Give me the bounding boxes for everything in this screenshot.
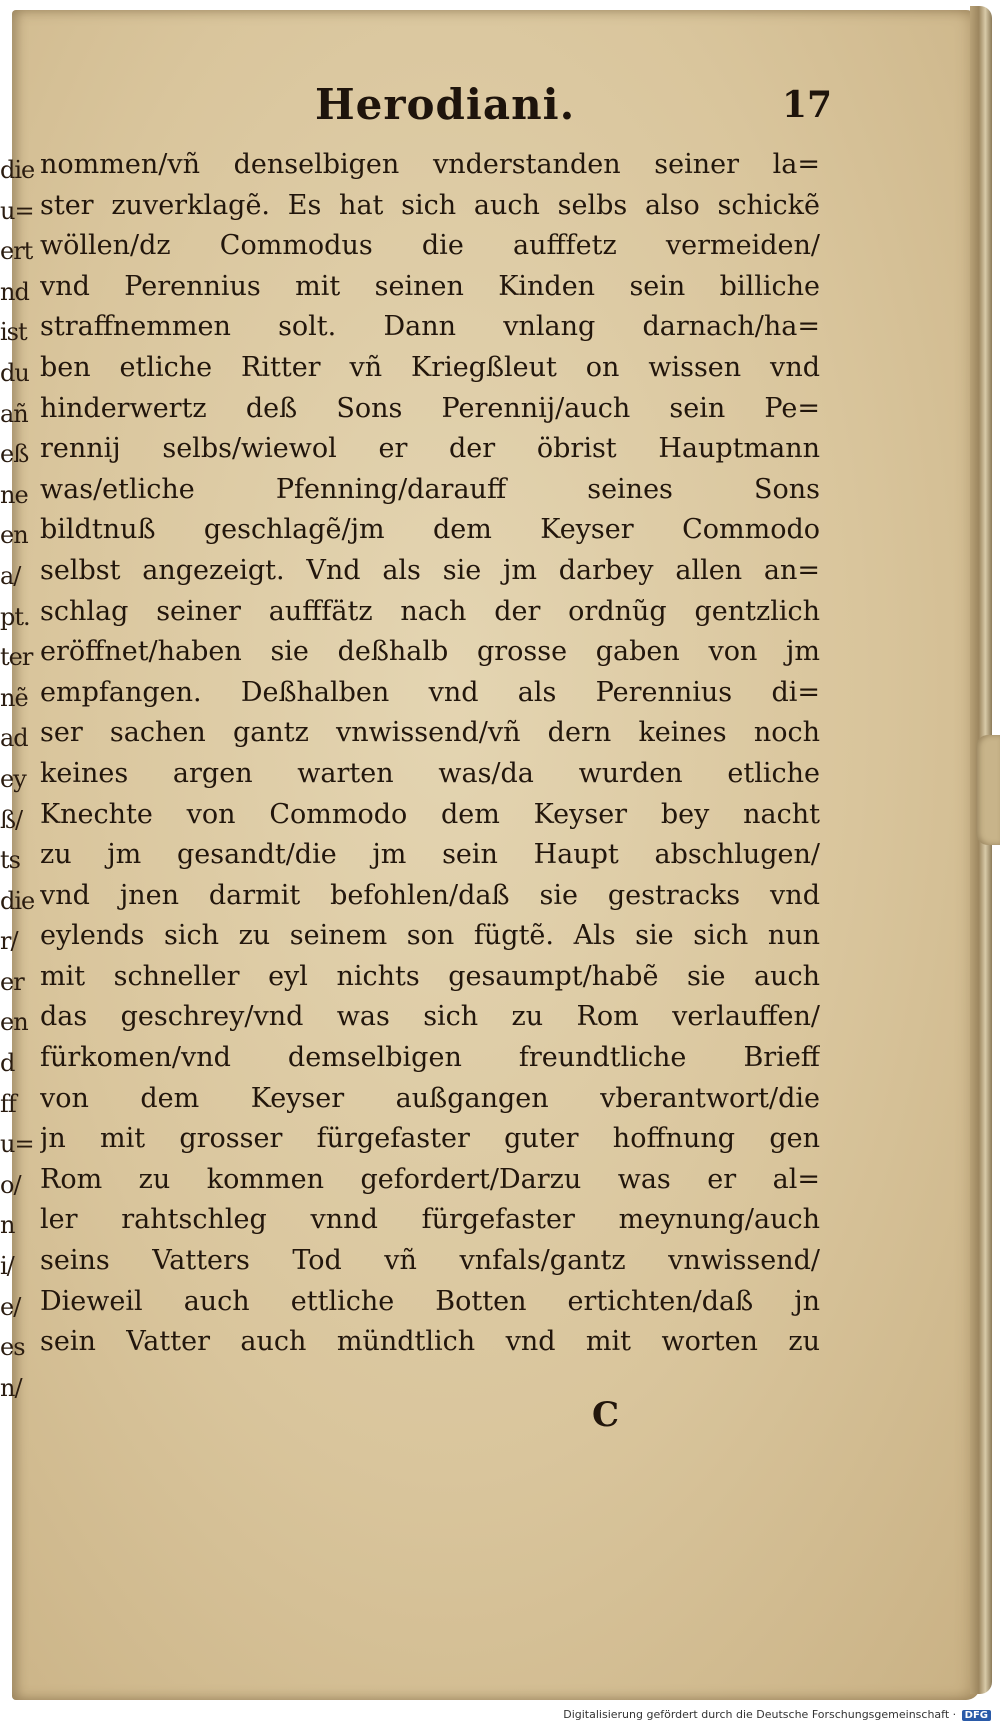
gutter-fragment: ist [0, 318, 27, 347]
folio-number: 17 [782, 84, 833, 126]
gutter-fragment: du [0, 358, 29, 387]
gutter-fragment: es [0, 1333, 25, 1362]
text-line: selbst angezeigt. Vnd als sie jm darbey allen an= [40, 554, 820, 586]
text-line: straffnemmen solt. Dann vnlang darnach/ha= [40, 311, 820, 343]
text-line: eröffnet/haben sie deßhalb grosse gaben von jm [40, 636, 820, 668]
text-line: was/etliche Pfenning/darauff seines Sons [40, 473, 820, 505]
gutter-fragment: i/ [0, 1252, 14, 1281]
text-line: ser sachen gantz vnwissend/vñ dern keines noch [40, 717, 820, 749]
text-line: nommen/vñ denselbigen vnderstanden seiner la= [40, 149, 820, 180]
gutter-fragment: er [0, 967, 24, 996]
gutter-fragment: ne [0, 480, 28, 509]
text-line: ben etliche Ritter vñ Kriegßleut on wissen vnd [40, 351, 820, 383]
gutter-fragment: e/ [0, 1292, 21, 1321]
gutter-fragment: en [0, 521, 28, 550]
text-line: Dieweil auch ettliche Botten ertichten/daß jn [40, 1285, 820, 1317]
gutter-fragment: eß [0, 440, 29, 469]
text-line: jn mit grosser fürgefaster guter hoffnung gen [40, 1123, 820, 1155]
text-line: bildtnuß geschlagẽ/jm dem Keyser Commodo [40, 514, 820, 546]
text-line: wöllen/dz Commodus die aufffetz vermeiden/ [40, 230, 820, 262]
body-text [40, 145, 820, 1363]
text-line: mit schneller eyl nichts gesaumpt/habẽ sie auch [40, 960, 820, 992]
dfg-logo: DFG [962, 1710, 991, 1721]
gutter-fragment: d [0, 1049, 15, 1078]
text-line: empfangen. Deßhalben vnd als Perennius di= [40, 676, 820, 708]
gutter-fragment: n [0, 1211, 15, 1240]
text-line: ler rahtschleg vnnd fürgefaster meynung/auch [40, 1204, 820, 1236]
text-line: von dem Keyser außgangen vberantwort/die [40, 1082, 820, 1114]
text-line: vnd Perennius mit seinen Kinden sein billiche [40, 270, 820, 302]
signature-mark: C [592, 1395, 620, 1435]
gutter-fragment: o/ [0, 1170, 21, 1199]
gutter-fragment: u= [0, 196, 34, 225]
text-line: seins Vatters Tod vñ vnfals/gantz vnwissend/ [40, 1245, 820, 1277]
gutter-fragment: a/ [0, 561, 21, 590]
gutter-fragment: die [0, 156, 35, 184]
text-line: vnd jnen darmit befohlen/daß sie gestracks vnd [40, 879, 820, 911]
text-line: das geschrey/vnd was sich zu Rom verlauffen/ [40, 1001, 820, 1033]
credit-text: Digitalisierung gefördert durch die Deutsche Forschungsgemeinschaft · [563, 1708, 957, 1721]
text-line: fürkomen/vnd demselbigen freundtliche Brieff [40, 1042, 820, 1074]
gutter-fragment: nẽ [0, 683, 28, 712]
gutter-fragment: r/ [0, 927, 18, 956]
gutter-fragment: ts [0, 846, 20, 875]
text-line: Knechte von Commodo dem Keyser bey nacht [40, 798, 820, 830]
text-line: sein Vatter auch mündtlich vnd mit worten zu [40, 1326, 820, 1358]
page-fore-edge [970, 6, 992, 1694]
text-line: Rom zu kommen gefordert/Darzu was er al= [40, 1163, 820, 1195]
gutter-fragment: pt. [0, 602, 30, 631]
gutter-fragment: n/ [0, 1373, 22, 1402]
gutter-fragment: ff [0, 1089, 16, 1118]
gutter-fragment: ert [0, 237, 33, 266]
digitization-credit [560, 1707, 994, 1722]
running-head: Herodiani. [315, 80, 576, 129]
text-line: schlag seiner aufffätz nach der ordnũg gentzlich [40, 595, 820, 627]
gutter-fragment: nd [0, 277, 29, 306]
text-line: keines argen warten was/da wurden etliche [40, 757, 820, 789]
gutter-fragment: ß/ [0, 805, 23, 834]
binding-clasp [976, 735, 1000, 845]
gutter-fragment: añ [0, 399, 28, 428]
gutter-fragment: ey [0, 764, 26, 793]
gutter-fragment: ter [0, 643, 33, 672]
gutter-fragment: ad [0, 724, 28, 753]
text-line: hinderwertz deß Sons Perennij/auch sein Pe= [40, 392, 820, 424]
text-line: zu jm gesandt/die jm sein Haupt abschlugen/ [40, 839, 820, 871]
page-header [0, 80, 1000, 140]
text-line: eylends sich zu seinem son fügtẽ. Als sie sich nun [40, 920, 820, 952]
gutter-fragment: die [0, 886, 35, 915]
text-line: rennij selbs/wiewol er der öbrist Hauptmann [40, 433, 820, 465]
gutter-fragment: u= [0, 1130, 34, 1159]
gutter-fragment: en [0, 1008, 28, 1037]
text-line: ster zuverklagẽ. Es hat sich auch selbs also schickẽ [40, 189, 820, 221]
